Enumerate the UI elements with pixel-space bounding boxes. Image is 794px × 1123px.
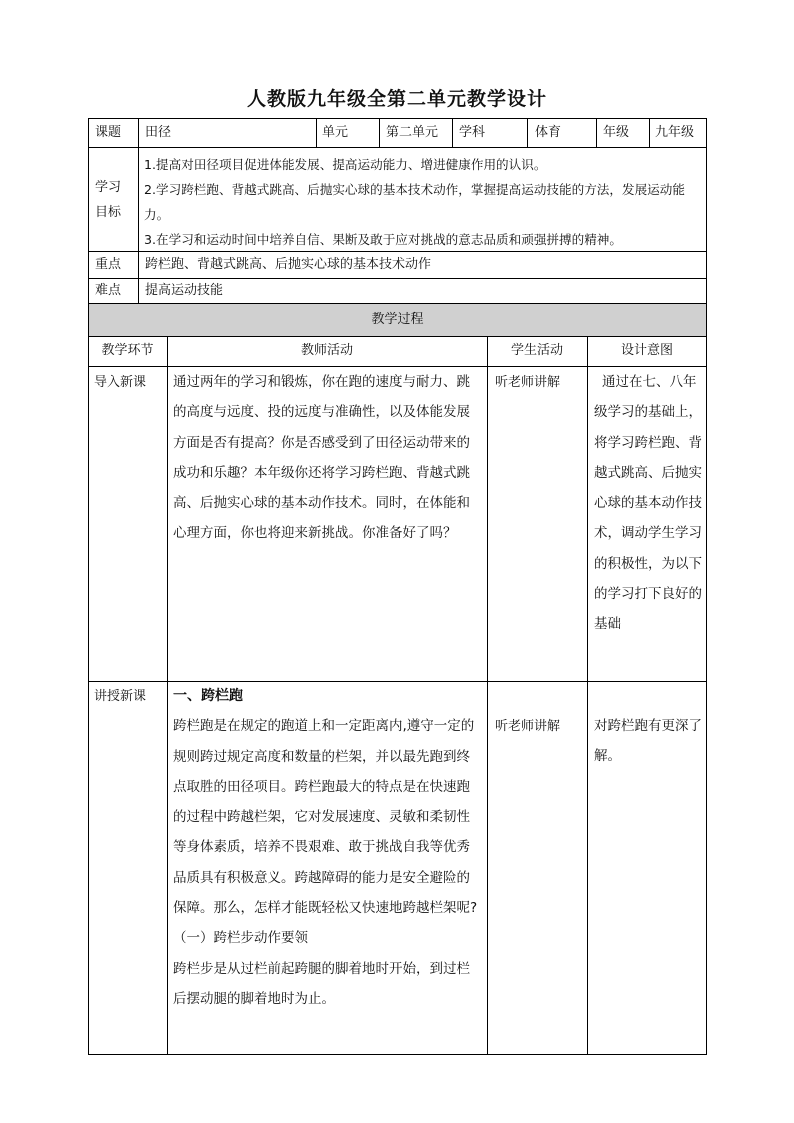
col-divider	[379, 118, 380, 147]
document-title: 人教版九年级全第二单元教学设计	[246, 88, 547, 110]
goal-item: 2.学习跨栏跑、背越式跳高、后抛实心球的基本技术动作，掌握提高运动技能的方法，发展运动能力。	[144, 182, 685, 222]
col-divider	[167, 336, 168, 1055]
goal-item: 1.提高对田径项目促进体能发展、提高运动能力、增进健康作用的认识。	[144, 157, 547, 172]
teacher-activity-new-lesson	[173, 681, 483, 1014]
teacher-subheading: （一）跨栏步动作要领	[173, 930, 308, 947]
teacher-paragraph: 跨栏跑是在规定的跑道上和一定距离内,遵守一定的规则跨过规定高度和数量的栏架，并以最先跑到终点取胜的田径项目。跨栏跑最大的特点是在快速跑的过程中跨越栏架，它对发展速度、灵敏和柔韧性等身体素质，培养不畏艰难、敢于挑战自我等优秀品质具有积极意义。跨越障碍的能力是安全避险的保障。那么，怎样才能既轻松又快速地跨越栏架呢?	[173, 718, 478, 917]
row-divider	[88, 336, 707, 337]
col-divider	[452, 118, 453, 147]
row-divider	[88, 278, 707, 279]
col-divider	[527, 118, 528, 147]
student-activity-intro: 听老师讲解	[495, 375, 561, 390]
unit-label: 单元	[322, 125, 349, 140]
intent-text: 通过在七、八年级学习的基础上，将学习跨栏跑、背越式跳高、后抛实心球的基本动作技术，调动学生学习的积极性，为以下的学习打下良好的基础	[594, 374, 702, 633]
teacher-activity-intro	[173, 367, 483, 549]
teacher-paragraph: 跨栏步是从过栏前起跨腿的脚着地时开始，到过栏后摆动腿的脚着地时为止。	[173, 960, 470, 1007]
goals-label-line2: 目标	[95, 205, 122, 220]
header-stage: 教学环节	[101, 343, 154, 358]
stage-intro: 导入新课	[94, 375, 147, 390]
row-divider	[88, 147, 707, 148]
stage-new-lesson: 讲授新课	[94, 689, 147, 704]
teacher-paragraph: 通过两年的学习和锻炼，你在跑的速度与耐力、跳的高度与远度、投的远度与准确性，以及体能发展方面是否有提高？你是否感受到了田径运动带来的成功和乐趣？本年级你还将学习跨栏跑、背越式跳高、后抛实心球的基本动作技术。同时，在体能和心理方面，你也将迎来新挑战。你准备好了吗？	[173, 374, 470, 542]
topic-value: 田径	[145, 125, 172, 140]
student-activity-new-lesson: 听老师讲解	[495, 719, 561, 734]
intent-new-lesson	[594, 711, 702, 772]
grade-label: 年级	[603, 125, 630, 140]
subject-label: 学科	[459, 125, 486, 140]
process-title: 教学过程	[371, 312, 424, 327]
header-teacher: 教师活动	[300, 343, 353, 358]
key-point-value: 跨栏跑、背越式跳高、后抛实心球的基本技术动作	[145, 257, 432, 272]
goal-item: 3.在学习和运动时间中培养自信、果断及敢于应对挑战的意志品质和顽强拼搏的精神。	[144, 232, 622, 247]
grade-value: 九年级	[655, 125, 695, 140]
topic-label: 课题	[95, 125, 122, 140]
header-intent: 设计意图	[620, 343, 673, 358]
subject-value: 体育	[535, 125, 562, 140]
unit-value: 第二单元	[386, 125, 439, 140]
col-divider	[316, 118, 317, 147]
intent-text: 对跨栏跑有更深了解。	[594, 718, 702, 765]
goals-list	[144, 152, 702, 252]
header-student: 学生活动	[510, 343, 563, 358]
key-point-label: 重点	[95, 257, 122, 272]
goals-label-line1: 学习	[95, 180, 122, 195]
difficulty-label: 难点	[95, 283, 122, 298]
col-divider	[487, 336, 488, 1055]
col-divider	[649, 118, 650, 147]
difficulty-value: 提高运动技能	[145, 283, 224, 298]
col-divider	[596, 118, 597, 147]
section-heading: 一、跨栏跑	[173, 688, 243, 704]
col-divider	[587, 336, 588, 1055]
intent-intro	[594, 367, 702, 640]
col-divider	[138, 118, 139, 303]
